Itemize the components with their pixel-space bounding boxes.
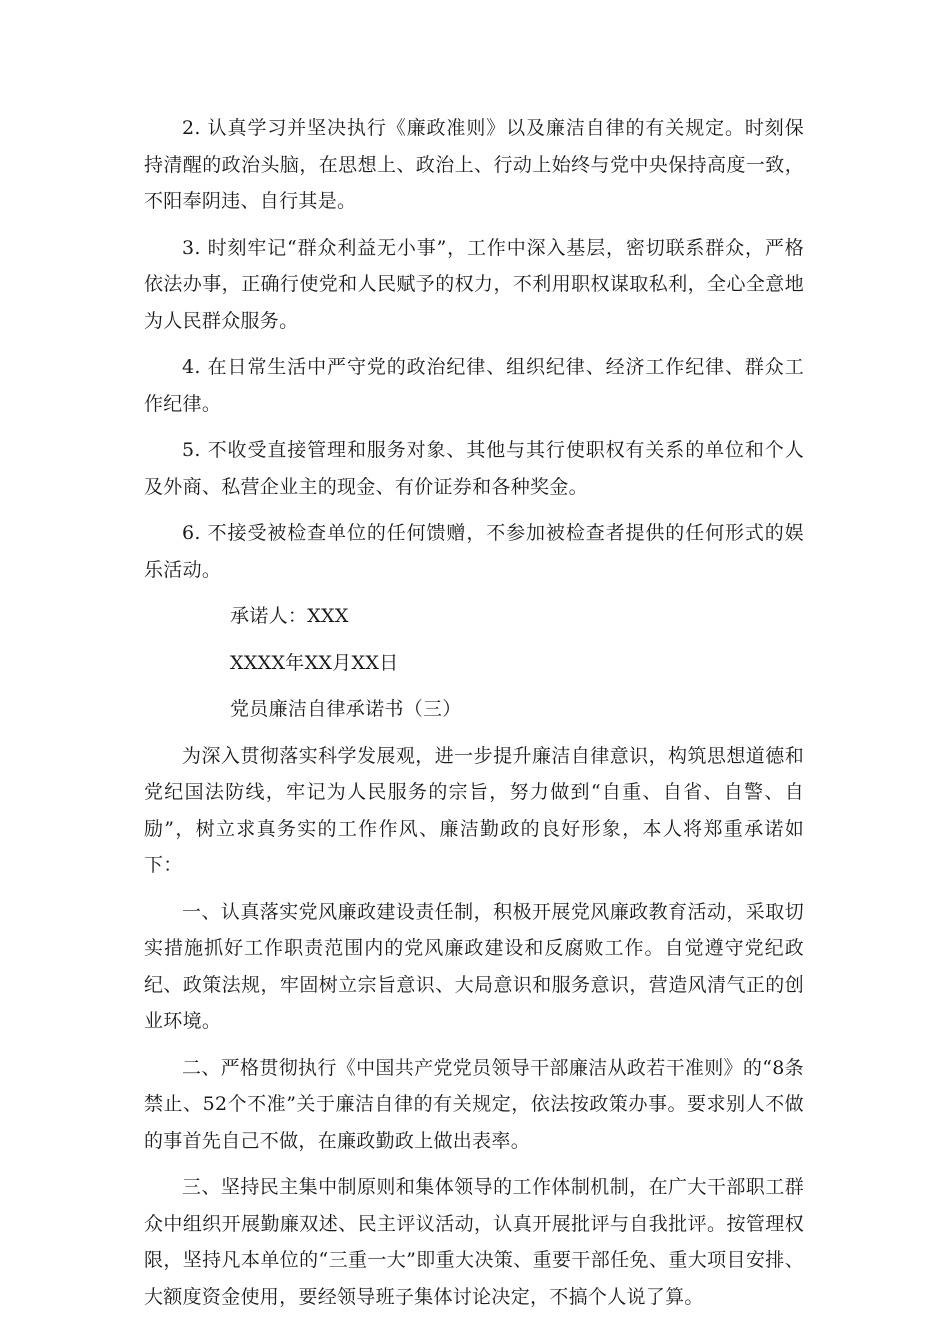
commitment-item-4: 4. 在日常生活中严守党的政治纪律、组织纪律、经济工作纪律、群众工作纪律。 bbox=[144, 356, 804, 415]
document-page bbox=[144, 110, 804, 1325]
signer-line: 承诺人：XXX bbox=[230, 605, 349, 627]
commitment-item-5: 5. 不收受直接管理和服务对象、其他与其行使职权有关系的单位和个人及外商、私营企业主的现金、有价证券和各种奖金。 bbox=[144, 439, 804, 498]
commitment-item-6: 6. 不接受被检查单位的任何馈赠，不参加被检查者提供的任何形式的娱乐活动。 bbox=[144, 522, 804, 581]
commitment-section-1: 一、认真落实党风廉政建设责任制，积极开展党风廉政教育活动，采取切实措施抓好工作职责范围内的党风廉政建设和反腐败工作。自觉遵守党纪政纪、政策法规，牢固树立宗旨意识、大局意识和服务意识，营造风清气正的创业环境。 bbox=[144, 900, 804, 1032]
section-title: 党员廉洁自律承诺书（三） bbox=[230, 698, 462, 720]
commitment-section-2: 二、严格贯彻执行《中国共产党党员领导干部廉洁从政若干准则》的“8条禁止、52个不准”关于廉洁自律的有关规定，依法按政策办事。要求别人不做的事首先自己不做，在廉政勤政上做出表率。 bbox=[144, 1056, 804, 1152]
intro-paragraph: 为深入贯彻落实科学发展观，进一步提升廉洁自律意识，构筑思想道德和党纪国法防线，牢记为人民服务的宗旨，努力做到“自重、自省、自警、自励”，树立求真务实的工作作风、廉洁勤政的良好形象，本人将郑重承诺如下： bbox=[144, 744, 804, 876]
date-line: XXXX年XX月XX日 bbox=[230, 651, 399, 674]
commitment-item-3: 3. 时刻牢记“群众利益无小事”，工作中深入基层，密切联系群众，严格依法办事，正确行使党和人民赋予的权力，不利用职权谋取私利，全心全意地为人民群众服务。 bbox=[144, 236, 804, 332]
commitment-item-2: 2. 认真学习并坚决执行《廉政准则》以及廉洁自律的有关规定。时刻保持清醒的政治头脑，在思想上、政治上、行动上始终与党中央保持高度一致，不阳奉阴违、自行其是。 bbox=[144, 117, 804, 212]
commitment-section-3: 三、坚持民主集中制原则和集体领导的工作体制机制，在广大干部职工群众中组织开展勤廉双述、民主评议活动，认真开展批评与自我批评。按管理权限，坚持凡本单位的“三重一大”即重大决策、重要干部任免、重大项目安排、大额度资金使用，要经领导班子集体讨论决定，不搞个人说了算。 bbox=[144, 1176, 804, 1308]
